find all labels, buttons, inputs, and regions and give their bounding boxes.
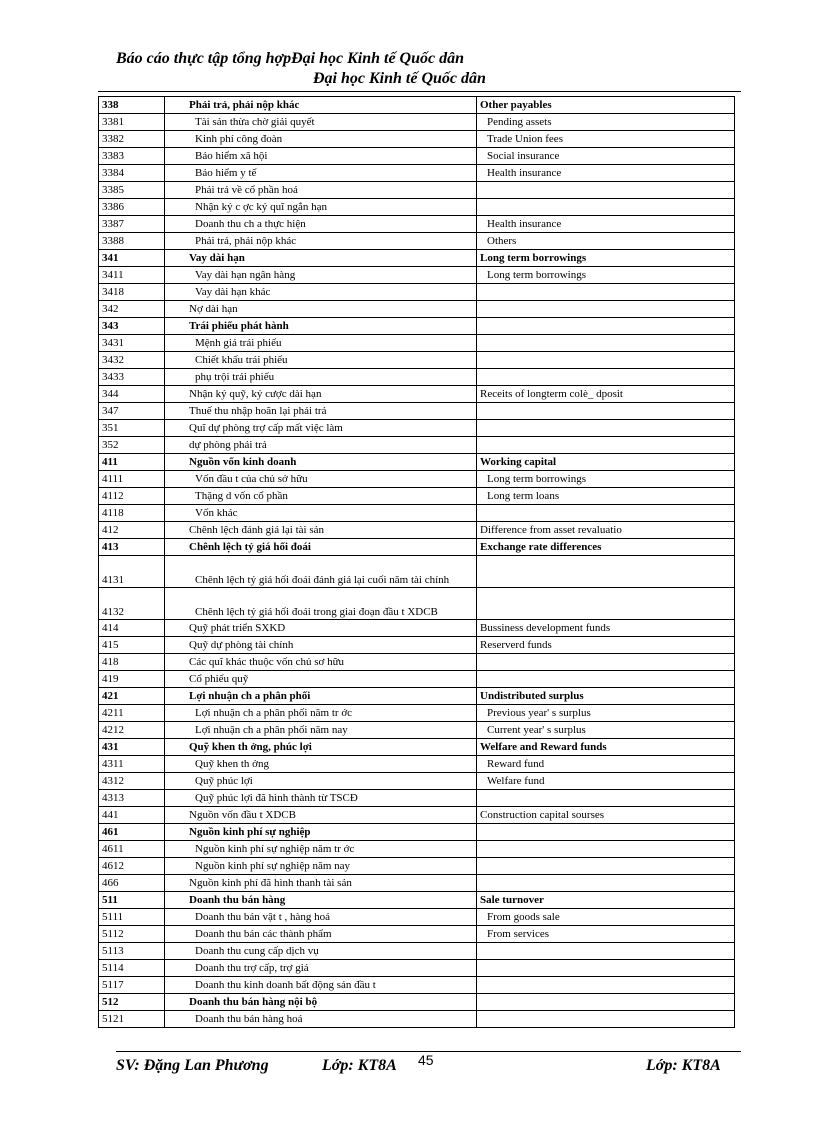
table-row bbox=[99, 233, 735, 250]
account-english-cell: Pending assets bbox=[477, 114, 735, 131]
account-english-cell bbox=[477, 977, 735, 994]
account-name-cell: Cổ phiếu quỹ bbox=[165, 671, 477, 688]
account-code-cell: 352 bbox=[99, 437, 165, 454]
table-row bbox=[99, 97, 735, 114]
account-code-cell: 351 bbox=[99, 420, 165, 437]
account-code-cell: 342 bbox=[99, 301, 165, 318]
account-english-cell bbox=[477, 318, 735, 335]
table-row bbox=[99, 722, 735, 739]
account-code-cell: 3431 bbox=[99, 335, 165, 352]
account-english-cell bbox=[477, 369, 735, 386]
account-english-cell bbox=[477, 352, 735, 369]
account-english-cell: Reward fund bbox=[477, 756, 735, 773]
account-name-cell: dự phòng phải trả bbox=[165, 437, 477, 454]
table-row bbox=[99, 756, 735, 773]
account-code-cell: 4311 bbox=[99, 756, 165, 773]
account-name-cell: Quỹ phúc lợi đã hình thành từ TSCĐ bbox=[165, 790, 477, 807]
table-row bbox=[99, 943, 735, 960]
table-row bbox=[99, 807, 735, 824]
account-english-cell bbox=[477, 301, 735, 318]
account-code-cell: 466 bbox=[99, 875, 165, 892]
account-english-cell: Receits of longterm colè_ dposit bbox=[477, 386, 735, 403]
table-row bbox=[99, 841, 735, 858]
table-row bbox=[99, 824, 735, 841]
table-row bbox=[99, 420, 735, 437]
account-name-cell: Nhận ký quỹ, ký cược dài hạn bbox=[165, 386, 477, 403]
account-name-cell: Nguồn kinh phí sự nghiệp năm tr ớc bbox=[165, 841, 477, 858]
table-row bbox=[99, 403, 735, 420]
account-code-cell: 4212 bbox=[99, 722, 165, 739]
account-code-cell: 4118 bbox=[99, 505, 165, 522]
report-header-university: Đại học Kinh tế Quốc dân bbox=[313, 70, 486, 87]
account-code-cell: 413 bbox=[99, 539, 165, 556]
account-english-cell: Construction capital sourses bbox=[477, 807, 735, 824]
account-english-cell bbox=[477, 335, 735, 352]
account-code-cell: 418 bbox=[99, 654, 165, 671]
account-name-cell: Phải trả về cổ phần hoá bbox=[165, 182, 477, 199]
account-english-cell: Difference from asset revaluatio bbox=[477, 522, 735, 539]
table-row bbox=[99, 977, 735, 994]
account-name-cell: Doanh thu ch a thực hiện bbox=[165, 216, 477, 233]
account-english-cell: Others bbox=[477, 233, 735, 250]
table-row bbox=[99, 131, 735, 148]
account-name-cell: Chênh lệch tỷ giá hối đoái bbox=[165, 539, 477, 556]
account-name-cell: Doanh thu kinh doanh bất động sản đầu t bbox=[165, 977, 477, 994]
account-code-cell: 511 bbox=[99, 892, 165, 909]
account-english-cell bbox=[477, 654, 735, 671]
account-english-cell: Other payables bbox=[477, 97, 735, 114]
account-code-cell: 461 bbox=[99, 824, 165, 841]
header-rule bbox=[98, 91, 741, 92]
account-english-cell bbox=[477, 671, 735, 688]
account-name-cell: Các quĩ khác thuộc vốn chủ sơ hữu bbox=[165, 654, 477, 671]
table-row bbox=[99, 488, 735, 505]
account-english-cell bbox=[477, 858, 735, 875]
account-code-cell: 3385 bbox=[99, 182, 165, 199]
account-name-cell: Nguồn kinh phí sự nghiệp năm nay bbox=[165, 858, 477, 875]
footer-student-name: SV: Đặng Lan Phương bbox=[116, 1057, 269, 1074]
account-code-cell: 343 bbox=[99, 318, 165, 335]
account-code-cell: 4112 bbox=[99, 488, 165, 505]
account-code-cell: 5112 bbox=[99, 926, 165, 943]
account-english-cell: Current year' s surplus bbox=[477, 722, 735, 739]
account-code-cell: 3383 bbox=[99, 148, 165, 165]
account-name-cell: Lợi nhuận ch a phân phối năm tr ớc bbox=[165, 705, 477, 722]
account-name-cell: Vốn đầu t của chủ sở hữu bbox=[165, 471, 477, 488]
account-name-cell: Phải trả, phải nộp khác bbox=[165, 233, 477, 250]
account-english-cell: Exchange rate differences bbox=[477, 539, 735, 556]
account-code-cell: 419 bbox=[99, 671, 165, 688]
account-english-cell bbox=[477, 588, 735, 620]
table-row bbox=[99, 505, 735, 522]
account-code-cell: 4313 bbox=[99, 790, 165, 807]
account-name-cell: Vay dài hạn khác bbox=[165, 284, 477, 301]
table-row bbox=[99, 522, 735, 539]
account-code-cell: 3381 bbox=[99, 114, 165, 131]
account-code-cell: 4132 bbox=[99, 588, 165, 620]
table-row bbox=[99, 994, 735, 1011]
account-code-cell: 412 bbox=[99, 522, 165, 539]
table-row bbox=[99, 114, 735, 131]
account-code-cell: 3433 bbox=[99, 369, 165, 386]
account-english-cell: Welfare fund bbox=[477, 773, 735, 790]
account-english-cell: Bussiness development funds bbox=[477, 620, 735, 637]
table-row bbox=[99, 369, 735, 386]
account-name-cell: Quỹ dự phòng tài chính bbox=[165, 637, 477, 654]
account-table bbox=[98, 96, 735, 1028]
account-english-cell: Sale turnover bbox=[477, 892, 735, 909]
account-name-cell: Nguồn vốn kinh doanh bbox=[165, 454, 477, 471]
account-code-cell: 441 bbox=[99, 807, 165, 824]
account-name-cell: Doanh thu cung cấp dịch vụ bbox=[165, 943, 477, 960]
account-code-cell: 4611 bbox=[99, 841, 165, 858]
account-name-cell: Trái phiếu phát hành bbox=[165, 318, 477, 335]
account-code-cell: 344 bbox=[99, 386, 165, 403]
account-code-cell: 3411 bbox=[99, 267, 165, 284]
account-name-cell: Chênh lệch tỷ giá hối đoái đánh giá lại cuối năm tài chính bbox=[165, 556, 477, 588]
account-english-cell bbox=[477, 943, 735, 960]
table-row bbox=[99, 182, 735, 199]
account-name-cell: Doanh thu bán hàng hoá bbox=[165, 1011, 477, 1028]
account-english-cell: Health insurance bbox=[477, 216, 735, 233]
account-name-cell: Nguồn vốn đầu t XDCB bbox=[165, 807, 477, 824]
footer-class-left: Lớp: KT8A bbox=[322, 1057, 397, 1074]
account-english-cell bbox=[477, 994, 735, 1011]
page-number: 45 bbox=[418, 1052, 434, 1068]
account-code-cell: 5121 bbox=[99, 1011, 165, 1028]
account-code-cell: 4612 bbox=[99, 858, 165, 875]
table-row bbox=[99, 471, 735, 488]
account-name-cell: Vay dài hạn ngân hàng bbox=[165, 267, 477, 284]
table-row bbox=[99, 637, 735, 654]
account-english-cell bbox=[477, 420, 735, 437]
account-name-cell: Phải trả, phải nộp khác bbox=[165, 97, 477, 114]
account-code-cell: 341 bbox=[99, 250, 165, 267]
account-code-cell: 3386 bbox=[99, 199, 165, 216]
table-row bbox=[99, 539, 735, 556]
account-english-cell: Health insurance bbox=[477, 165, 735, 182]
account-english-cell bbox=[477, 875, 735, 892]
table-row bbox=[99, 437, 735, 454]
account-english-cell: Previous year' s surplus bbox=[477, 705, 735, 722]
table-row bbox=[99, 858, 735, 875]
account-english-cell: Reserverd funds bbox=[477, 637, 735, 654]
table-row bbox=[99, 454, 735, 471]
account-name-cell: Bảo hiểm y tế bbox=[165, 165, 477, 182]
account-code-cell: 347 bbox=[99, 403, 165, 420]
account-name-cell: Chiết khấu trái phiếu bbox=[165, 352, 477, 369]
account-name-cell: Vốn khác bbox=[165, 505, 477, 522]
account-english-cell: Welfare and Reward funds bbox=[477, 739, 735, 756]
account-english-cell: Working capital bbox=[477, 454, 735, 471]
account-english-cell bbox=[477, 960, 735, 977]
account-code-cell: 5111 bbox=[99, 909, 165, 926]
account-name-cell: Nợ dài hạn bbox=[165, 301, 477, 318]
account-code-cell: 3418 bbox=[99, 284, 165, 301]
table-row bbox=[99, 739, 735, 756]
account-code-cell: 3384 bbox=[99, 165, 165, 182]
account-english-cell bbox=[477, 1011, 735, 1028]
account-name-cell: Nhận ký c ợc ký quĩ ngắn hạn bbox=[165, 199, 477, 216]
account-code-cell: 421 bbox=[99, 688, 165, 705]
account-name-cell: Tài sản thừa chờ giải quyết bbox=[165, 114, 477, 131]
account-english-cell bbox=[477, 505, 735, 522]
account-name-cell: Quĩ dự phòng trợ cấp mất việc làm bbox=[165, 420, 477, 437]
report-header-title: Báo cáo thực tập tổng hợpĐại học Kinh tế Quốc dân bbox=[116, 50, 464, 67]
table-row bbox=[99, 773, 735, 790]
account-english-cell: From services bbox=[477, 926, 735, 943]
account-english-cell: Trade Union fees bbox=[477, 131, 735, 148]
account-code-cell: 5117 bbox=[99, 977, 165, 994]
account-english-cell bbox=[477, 199, 735, 216]
table-row bbox=[99, 588, 735, 620]
table-row bbox=[99, 318, 735, 335]
account-name-cell: Doanh thu bán hàng nội bộ bbox=[165, 994, 477, 1011]
account-english-cell bbox=[477, 182, 735, 199]
table-row bbox=[99, 556, 735, 588]
table-row bbox=[99, 875, 735, 892]
account-name-cell: Bảo hiểm xã hội bbox=[165, 148, 477, 165]
account-code-cell: 4131 bbox=[99, 556, 165, 588]
account-name-cell: Doanh thu bán vật t , hàng hoá bbox=[165, 909, 477, 926]
account-name-cell: Lợi nhuận ch a phân phối bbox=[165, 688, 477, 705]
account-name-cell: Thặng d vốn cổ phần bbox=[165, 488, 477, 505]
table-row bbox=[99, 301, 735, 318]
account-code-cell: 3432 bbox=[99, 352, 165, 369]
account-english-cell bbox=[477, 284, 735, 301]
account-english-cell bbox=[477, 556, 735, 588]
account-name-cell: Vay dài hạn bbox=[165, 250, 477, 267]
account-english-cell: Social insurance bbox=[477, 148, 735, 165]
table-row bbox=[99, 284, 735, 301]
table-row bbox=[99, 267, 735, 284]
table-row bbox=[99, 216, 735, 233]
account-english-cell: From goods sale bbox=[477, 909, 735, 926]
table-row bbox=[99, 960, 735, 977]
table-row bbox=[99, 386, 735, 403]
table-row bbox=[99, 335, 735, 352]
table-row bbox=[99, 165, 735, 182]
account-english-cell bbox=[477, 790, 735, 807]
footer-class-right: Lớp: KT8A bbox=[646, 1057, 721, 1074]
account-name-cell: Quỹ khen th ởng bbox=[165, 756, 477, 773]
account-english-cell bbox=[477, 437, 735, 454]
account-english-cell: Long term borrowings bbox=[477, 250, 735, 267]
account-name-cell: Doanh thu bán các thành phẩm bbox=[165, 926, 477, 943]
account-name-cell: Mệnh giá trái phiếu bbox=[165, 335, 477, 352]
table-row bbox=[99, 654, 735, 671]
account-code-cell: 414 bbox=[99, 620, 165, 637]
account-code-cell: 5113 bbox=[99, 943, 165, 960]
table-row bbox=[99, 199, 735, 216]
table-row bbox=[99, 926, 735, 943]
table-row bbox=[99, 688, 735, 705]
account-code-cell: 3382 bbox=[99, 131, 165, 148]
account-name-cell: phụ trội trái phiếu bbox=[165, 369, 477, 386]
account-code-cell: 411 bbox=[99, 454, 165, 471]
table-row bbox=[99, 909, 735, 926]
account-code-cell: 5114 bbox=[99, 960, 165, 977]
account-table-body bbox=[99, 97, 735, 1028]
account-code-cell: 4312 bbox=[99, 773, 165, 790]
account-name-cell: Doanh thu bán hàng bbox=[165, 892, 477, 909]
account-code-cell: 338 bbox=[99, 97, 165, 114]
account-english-cell: Long term loans bbox=[477, 488, 735, 505]
account-code-cell: 3387 bbox=[99, 216, 165, 233]
account-code-cell: 4211 bbox=[99, 705, 165, 722]
account-name-cell: Quỹ phát triển SXKD bbox=[165, 620, 477, 637]
table-row bbox=[99, 148, 735, 165]
table-row bbox=[99, 250, 735, 267]
table-row bbox=[99, 892, 735, 909]
account-code-cell: 4111 bbox=[99, 471, 165, 488]
account-english-cell bbox=[477, 403, 735, 420]
account-english-cell bbox=[477, 841, 735, 858]
account-english-cell: Long term borrowings bbox=[477, 267, 735, 284]
account-name-cell: Nguồn kinh phí đã hình thanh tài sản bbox=[165, 875, 477, 892]
account-name-cell: Thuế thu nhập hoãn lại phải trả bbox=[165, 403, 477, 420]
account-name-cell: Quỹ phúc lợi bbox=[165, 773, 477, 790]
account-code-cell: 431 bbox=[99, 739, 165, 756]
account-english-cell: Undistributed surplus bbox=[477, 688, 735, 705]
table-row bbox=[99, 352, 735, 369]
account-name-cell: Kinh phí công đoàn bbox=[165, 131, 477, 148]
account-name-cell: Chênh lệch tỷ giá hối đoái trong giai đoạn đầu t XDCB bbox=[165, 588, 477, 620]
table-row bbox=[99, 705, 735, 722]
account-name-cell: Nguồn kinh phí sự nghiệp bbox=[165, 824, 477, 841]
account-code-cell: 512 bbox=[99, 994, 165, 1011]
account-name-cell: Doanh thu trợ cấp, trợ giá bbox=[165, 960, 477, 977]
account-name-cell: Lợi nhuận ch a phân phối năm nay bbox=[165, 722, 477, 739]
account-english-cell bbox=[477, 824, 735, 841]
account-name-cell: Quỹ khen th ởng, phúc lợi bbox=[165, 739, 477, 756]
account-english-cell: Long term borrowings bbox=[477, 471, 735, 488]
account-name-cell: Chênh lệch đánh giá lại tài sản bbox=[165, 522, 477, 539]
account-code-cell: 3388 bbox=[99, 233, 165, 250]
account-code-cell: 415 bbox=[99, 637, 165, 654]
table-row bbox=[99, 1011, 735, 1028]
table-row bbox=[99, 671, 735, 688]
table-row bbox=[99, 790, 735, 807]
table-row bbox=[99, 620, 735, 637]
